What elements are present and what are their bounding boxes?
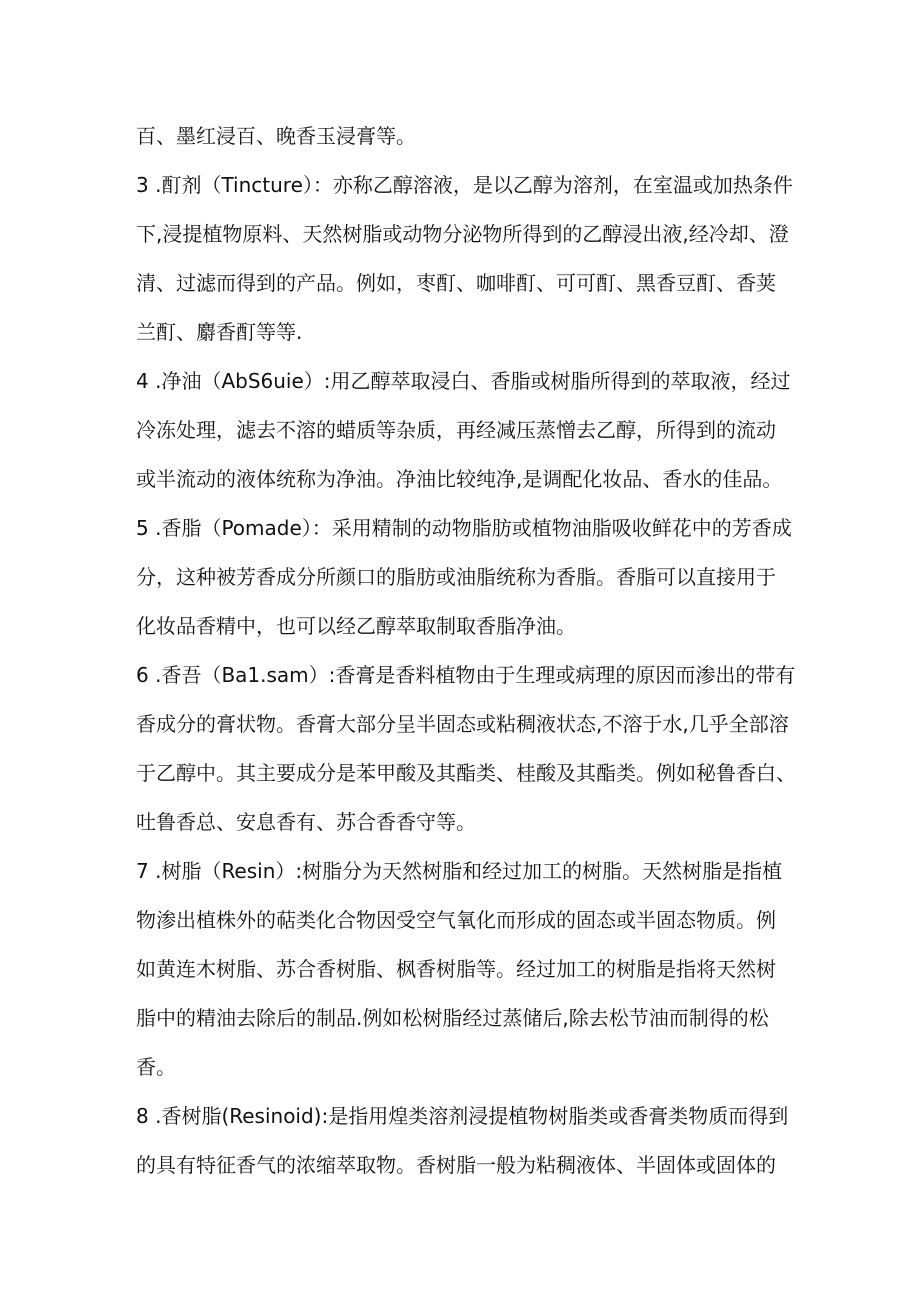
text-line: 冷冻处理，滤去不溶的蜡质等杂质，再经减压蒸憎去乙醇，所得到的流动	[136, 418, 776, 442]
text-line: 6 .香吾（Ba1.sam）:香膏是香料植物由于生理或病理的原因而渗出的带有	[136, 663, 796, 687]
text-line: 清、过滤而得到的产品。例如，枣酊、咖啡酊、可可酊、黑香豆酊、香荚	[136, 271, 776, 295]
text-line: 分，这种被芳香成分所颜口的脂肪或油脂统称为香脂。香脂可以直接用于	[136, 565, 776, 589]
text-line: 8 .香树脂(Resinoid):是指用煌类溶剂浸提植物树脂类或香膏类物质而得到	[136, 1104, 789, 1128]
text-line: 脂中的精油去除后的制品.例如松树脂经过蒸储后,除去松节油而制得的松	[136, 1006, 769, 1030]
text-line: 如黄连木树脂、苏合香树脂、枫香树脂等。经过加工的树脂是指将天然树	[136, 957, 776, 981]
text-line: 或半流动的液体统称为净油。净油比较纯净,是调配化妆品、香水的佳品。	[136, 467, 783, 491]
text-line: 化妆品香精中，也可以经乙醇萃取制取香脂净油。	[136, 614, 576, 638]
text-line: 香成分的膏状物。香膏大部分呈半固态或粘稠液状态,不溶于水,几乎全部溶	[136, 712, 789, 736]
text-line: 吐鲁香总、安息香有、苏合香香守等。	[136, 810, 476, 834]
text-line: 4 .净油（AbS6uie）:用乙醇萃取浸白、香脂或树脂所得到的萃取液，经过	[136, 369, 791, 393]
text-line: 兰酊、麝香酊等等.	[136, 320, 303, 344]
text-line: 百、墨红浸百、晚香玉浸膏等。	[136, 124, 416, 148]
text-line: 7 .树脂（Resin）:树脂分为天然树脂和经过加工的树脂。天然树脂是指植	[136, 859, 783, 883]
text-line: 3 .酊剂（Tincture）：亦称乙醇溶液，是以乙醇为溶剂，在室温或加热条件	[136, 173, 793, 197]
text-line: 香。	[136, 1055, 176, 1079]
text-line: 物渗出植株外的萜类化合物因受空气氧化而形成的固态或半固态物质。例	[136, 908, 776, 932]
text-line: 5 .香脂（Pomade）：采用精制的动物脂肪或植物油脂吸收鲜花中的芳香成	[136, 516, 792, 540]
body-text	[136, 112, 796, 1190]
text-line: 的具有特征香气的浓缩萃取物。香树脂一般为粘稠液体、半固体或固体的	[136, 1153, 776, 1177]
text-line: 下,浸提植物原料、天然树脂或动物分泌物所得到的乙醇浸出液,经冷却、澄	[136, 222, 789, 246]
text-line: 于乙醇中。其主要成分是苯甲酸及其酯类、桂酸及其酯类。例如秘鲁香白、	[136, 761, 796, 785]
